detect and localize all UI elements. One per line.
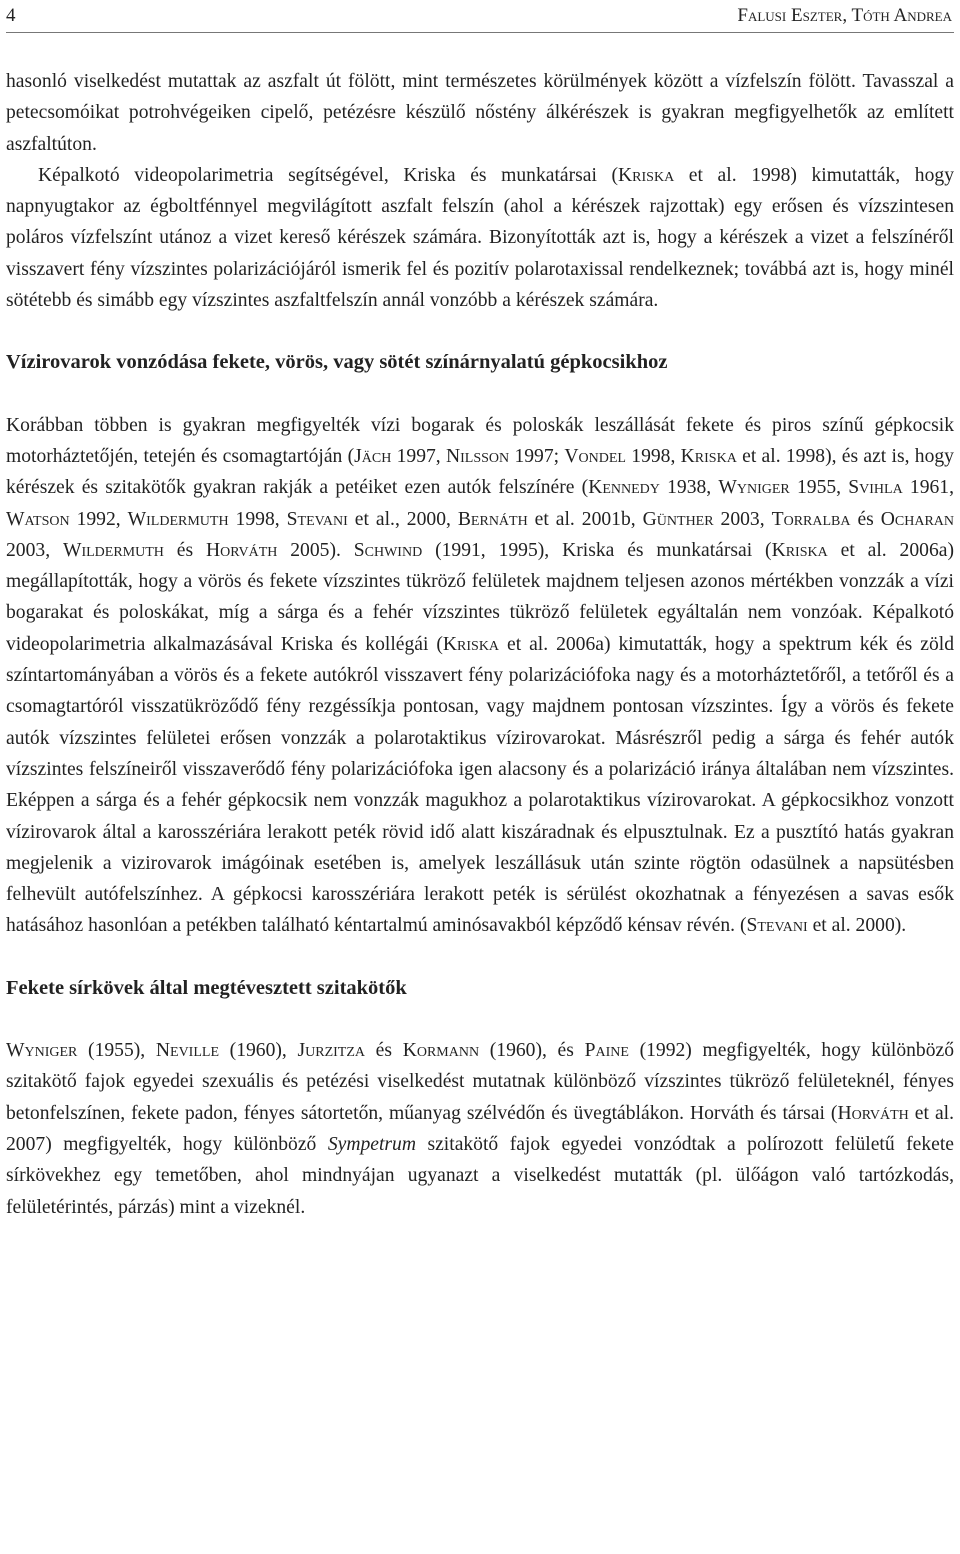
citation-author: Wyniger <box>6 1040 78 1062</box>
citation-author: Kriska <box>442 633 500 655</box>
genus-name: Sympetrum <box>327 1133 416 1155</box>
citation-author: Kriska <box>771 539 828 561</box>
section-heading: Fekete sírkövek által megtévesztett szitakötők <box>6 976 407 999</box>
citation-author: Wildermuth <box>62 539 164 561</box>
citation-author: Kennedy <box>588 477 660 499</box>
spacer <box>6 379 954 410</box>
citation-author: Nilsson <box>446 445 510 467</box>
page-header <box>6 0 954 33</box>
spacer <box>6 942 954 973</box>
citation-author: Ocharan <box>880 508 955 530</box>
article-body <box>6 66 954 1223</box>
citation-author: Horváth <box>837 1102 909 1124</box>
spacer <box>6 316 954 347</box>
citation-author: Jäch <box>354 445 392 467</box>
citation-author: Svihla <box>848 477 903 499</box>
citation-author: Vondel <box>564 445 626 467</box>
citation-author: Jurzitza <box>297 1040 366 1062</box>
citation-author: Horváth <box>206 539 278 561</box>
citation-author: Wildermuth <box>127 508 229 530</box>
citation-author: Kriska <box>618 164 675 186</box>
citation-author: Kormann <box>402 1040 480 1062</box>
paragraph-2: Képalkotó videopolarimetria segítségével, Kriska és munkatársai (Kriska et al. 1998) kimutatták, hogy napnyugtakor az égboltfénnyel megvilágított aszfalt felszín (ahol a kérészek rajzottak) egy erősen és vízszintesen poláros vízfelszínt utánoz a vizet kereső kérészek számára. Bizonyították azt is, hogy a kérészek a vizet a felszínéről visszavert fény vízszintes polarizációjáról ismerik fel és pozitív polarotaxissal rendelkeznek; továbbá azt is, hogy minél sötétebb és simább egy vízszintes aszfaltfelszín annál vonzóbb a kérészek számára. <box>6 164 954 312</box>
citation-author: Günther <box>642 508 714 530</box>
citation-author: Schwind <box>353 539 423 561</box>
running-head: Falusi Eszter, Tóth Andrea <box>737 5 952 26</box>
citation-author: Stevani <box>286 508 348 530</box>
citation-author: Paine <box>584 1040 629 1062</box>
citation-author: Wyniger <box>718 477 790 499</box>
citation-author: Torralba <box>771 508 851 530</box>
section-heading: Vízirovarok vonzódása fekete, vörös, vagy sötét színárnyalatú gépkocsikhoz <box>6 351 668 374</box>
paragraph-1: hasonló viselkedést mutattak az aszfalt út fölött, mint természetes körülmények között a vízfelszín fölött. Tavasszal a petecsomóikat potrohvégeiken cipelő, petézésre készülő nőstény álkérészek is gyakran megfigyelhetők az említett aszfaltúton. <box>6 71 954 155</box>
citation-author: Neville <box>155 1040 220 1062</box>
citation-author: Bernáth <box>457 508 528 530</box>
paragraph-4: Wyniger (1955), Neville (1960), Jurzitza és Kormann (1960), és Paine (1992) megfigyelték, hogy különböző szitakötő fajok egyedei szexuális és petézési viselkedést mutatnak különböző vízszintes tükröző felületeknél, fényes betonfelszínen, fekete padon, fényes sátortetőn, műanyag szélvédőn és üvegtáblákon. Horváth és társai (Horváth et al. 2007) megfigyelték, hogy különböző Sympetrum szitakötő fajok egyedei vonzódtak a polírozott felületű fekete sírkövekhez egy temetőben, ahol mindnyájan ugyanazt a viselkedést mutatták (pl. ülőágon való tartózkodás, felületérintés, párzás) mint a vizeknél. <box>6 1040 955 1218</box>
citation-author: Watson <box>6 508 70 530</box>
page <box>6 0 954 1554</box>
citation-author: Stevani <box>746 915 808 937</box>
spacer <box>6 1004 954 1035</box>
citation-author: Kriska <box>680 445 737 467</box>
paragraph-3: Korábban többen is gyakran megfigyelték vízi bogarak és poloskák leszállását fekete és piros színű gépkocsik motorháztetőjén, tetején és csomagtartóján (Jäch 1997, Nilsson 1997; Vondel 1998, Kriska et al. 1998), és azt is, hogy kérészek és szitakötők gyakran rakják a petéiket ezen autók felszínére (Kennedy 1938, Wyniger 1955, Svihla 1961, Watson 1992, Wildermuth 1998, Stevani et al., 2000, Bernáth et al. 2001b, Günther 2003, Torralba és Ocharan 2003, Wildermuth és Horváth 2005). Schwind (1991, 1995), Kriska és munkatársai (Kriska et al. 2006a) megállapították, hogy a vörös és fekete vízszintes tükröző felületek majdnem teljesen azonos mértékben vonzzák a vízi bogarakat és poloskákat, míg a sárga és a fehér vízszintes tükröző felületek egyáltalán nem vonzóak. Képalkotó videopolarimetria alkalmazásával Kriska és kollégái (Kriska et al. 2006a) kimutatták, hogy a spektrum kék és zöld színtartományában a vörös és a fekete autókról visszavert fény polarizációfoka nagy és a motorháztetőről, a tetőről és a csomagtartóról visszatükröződő fény rezgéssíkja pontosan, vagy majdnem pontosan vízszintes. Így a vörös és fekete autók vízszintes felületei erősen vonzzák a polarotaktikus vízirovarokat. Másrészről pedig a sárga és fehér autók vízszintes felszíneiről visszaverődő fény polarizációfoka igen alacsony és a polarizáció iránya általában nem vízszintes. Eképpen a sárga és a fehér gépkocsik nem vonzzák magukhoz a polarotaktikus vízirovarokat. A gépkocsikhoz vonzott vízirovarok által a karosszériára lerakott peték rövid idő alatt kiszáradnak és elpusztulnak. Ez a pusztító hatás gyakran megjelenik a vizirovarok imágóinak esetében is, amelyek leszállásuk után szinte rögtön odasülnek a napsütésben felhevült autófelszínhez. A gépkocsi karosszériára lerakott peték is sérülést okozhatnak a fényezésen a savas esők hatásához hasonlóan a petékben található kéntartalmú aminósavakból képződő kénsav révén. (Stevani et al. 2000). <box>6 414 955 937</box>
page-number: 4 <box>6 5 16 26</box>
